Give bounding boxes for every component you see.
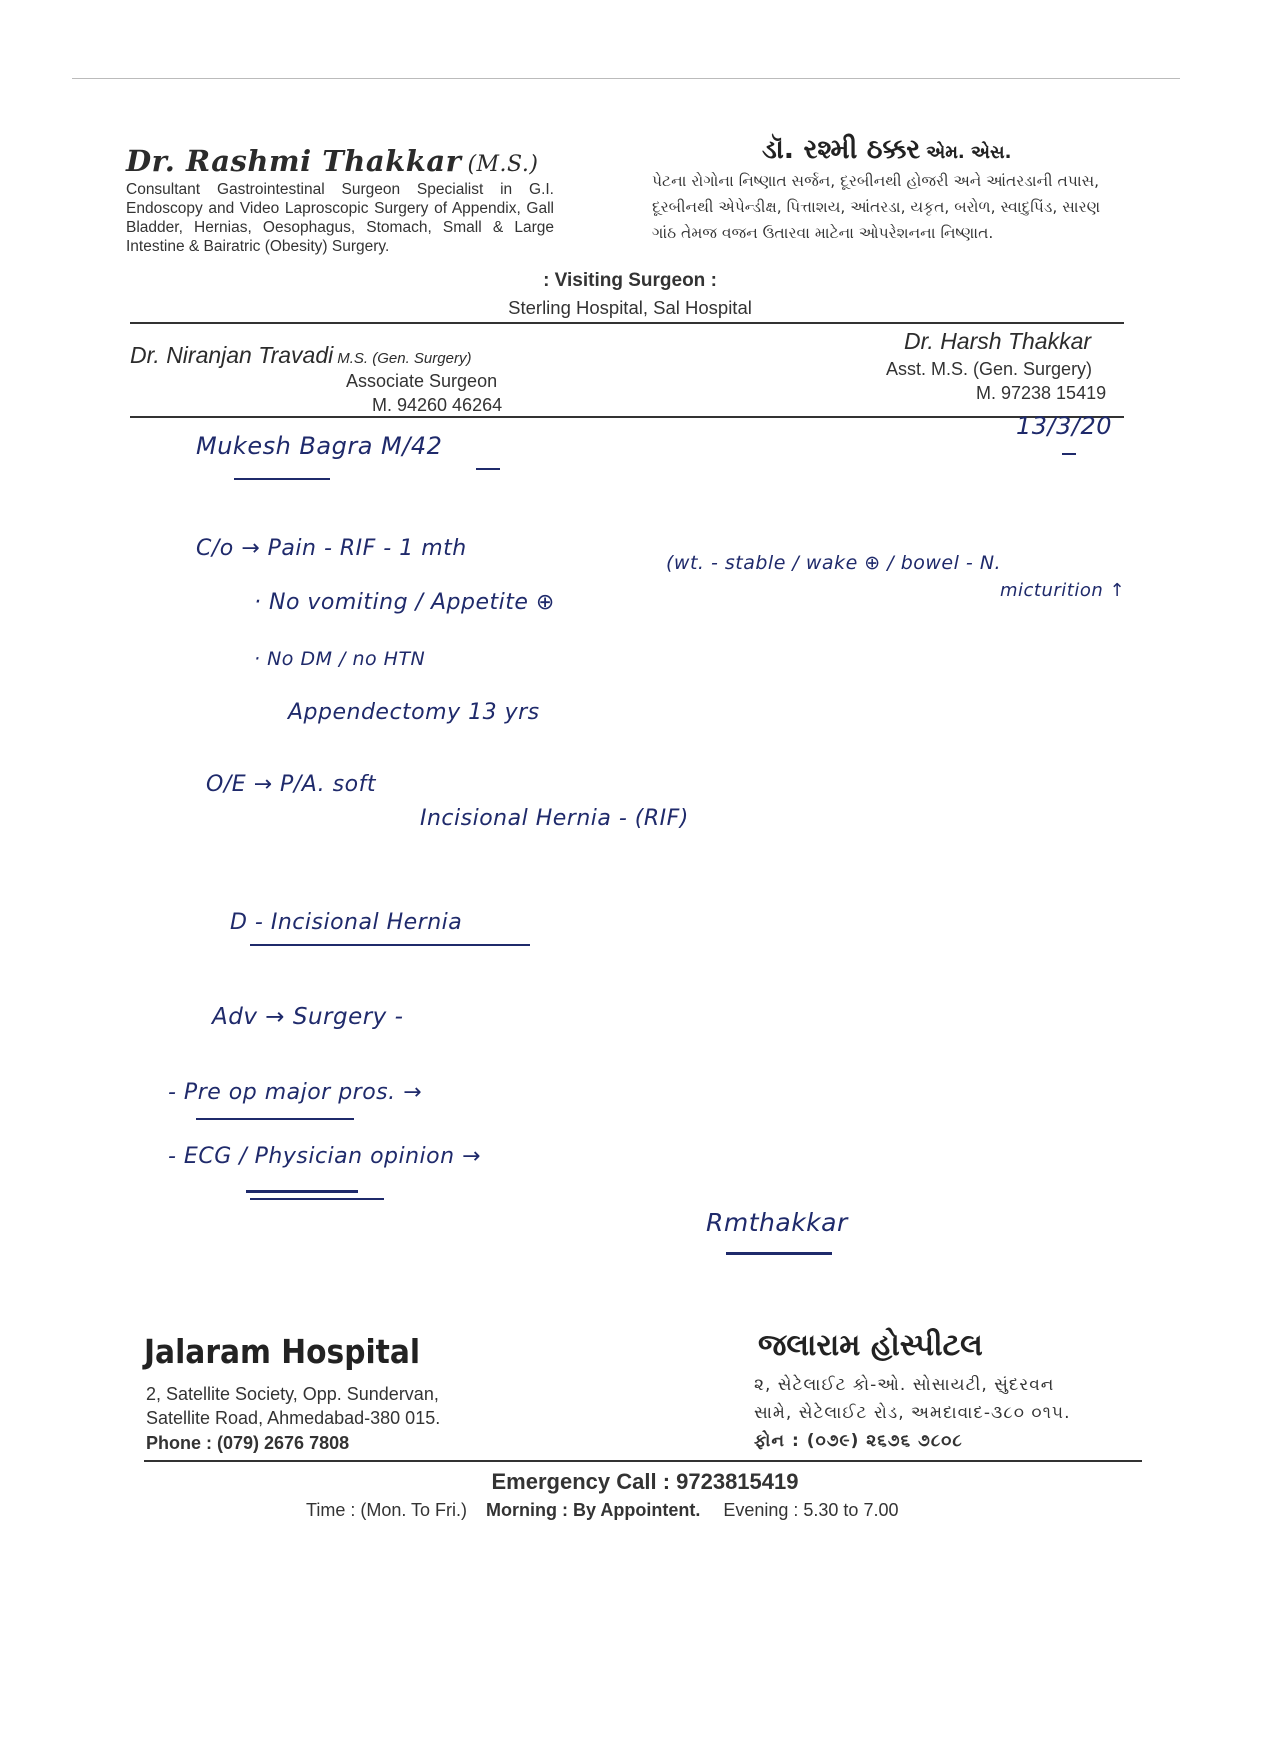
- note-line10: - ECG / Physician opinion →: [168, 1144, 481, 1169]
- note-date: 13/3/20: [1016, 412, 1113, 440]
- note-date-underline: [1062, 453, 1076, 455]
- doctor-name: [126, 144, 538, 178]
- guj-hospital-address-line2: સામે, સેટેલાઈટ રોડ, અમદાવાદ-૩૮૦ ૦૧૫.: [754, 1403, 1071, 1423]
- timings-morning: Morning : By Appointent.: [486, 1500, 701, 1520]
- associate-left-role: Associate Surgeon: [346, 371, 498, 391]
- note-patient: Mukesh Bagra M/42: [196, 432, 443, 460]
- guj-doctor-name-text: ડૉ. રશ્મી ઠક્કર: [762, 134, 921, 165]
- note-line7-underline: [250, 944, 530, 946]
- note-line6: Incisional Hernia - (RIF): [420, 806, 689, 831]
- associates-rule: [130, 416, 1124, 418]
- guj-hospital-name: જલારામ હોસ્પીટલ: [758, 1328, 983, 1363]
- note-line1-right: (wt. - stable / wake ⊕ / bowel - N.: [666, 552, 1002, 574]
- note-line1: C/o → Pain - RIF - 1 mth: [196, 536, 467, 561]
- note-line10-underline-2: [250, 1198, 384, 1200]
- top-rule: [72, 78, 1180, 79]
- guj-hospital-address-line1: ૨, સેટેલાઈટ કો-ઓ. સોસાયટી, સુંદરવન: [754, 1375, 1055, 1395]
- note-line5: O/E → P/A. soft: [206, 772, 376, 797]
- signature-underline: [726, 1252, 832, 1255]
- doctor-qualification: (M.S.): [467, 152, 539, 177]
- guj-doctor-description: પેટના રોગોના નિષ્ણાત સર્જન, દૂરબીનથી હોજરી અને આંતરડાની તપાસ, દૂરબીનથી એપેન્ડીક્ષ, પિત્તાશય, આંતરડા, યકૃત, બરોળ, સ્વાદુપિંડ, સારણ ગાંઠ તેમજ વજન ઉતારવા માટેના ઓપરેશનના નિષ્ણાત.: [652, 172, 1101, 242]
- footer-rule: [144, 1460, 1142, 1462]
- note-line9: - Pre op major pros. →: [168, 1080, 423, 1105]
- associate-right-phone: M. 97238 15419: [976, 383, 1107, 403]
- associate-left-qual: M.S. (Gen. Surgery): [337, 350, 472, 367]
- hospital-name: Jalaram Hospital: [144, 1332, 421, 1371]
- note-line7: D - Incisional Hernia: [230, 910, 463, 935]
- hospital-address-line2: Satellite Road, Ahmedabad-380 015.: [146, 1408, 441, 1428]
- hospital-phone: Phone : (079) 2676 7808: [146, 1433, 350, 1453]
- timings-prefix: Time : (Mon. To Fri.): [306, 1500, 468, 1520]
- associate-left-name-text: Dr. Niranjan Travadi: [130, 342, 334, 368]
- emergency-call: Emergency Call : 9723815419: [491, 1469, 799, 1494]
- note-line3: · No DM / no HTN: [254, 648, 426, 670]
- timings-evening: Evening : 5.30 to 7.00: [723, 1500, 899, 1520]
- doctor-name-text: Dr. Rashmi Thakkar: [126, 144, 462, 178]
- note-line9-underline: [196, 1118, 354, 1120]
- guj-doctor-name: [762, 134, 1011, 166]
- note-line10-underline: [246, 1190, 358, 1193]
- note-patient-underline: [234, 478, 330, 480]
- associate-left-phone: M. 94260 46264: [372, 395, 503, 415]
- timings: [306, 1500, 898, 1521]
- doctor-description: Consultant Gastrointestinal Surgeon Specialist in G.I. Endoscopy and Video Laproscopic Surgery of Appendix, Gall Bladder, Hernias, Oesophagus, Stomach, Small & Large Intestine & Bairatric (Obesity) Surgery.: [126, 181, 554, 255]
- guj-doctor-suffix: એમ. એસ.: [926, 142, 1012, 163]
- associate-right-qual: Asst. M.S. (Gen. Surgery): [886, 359, 1093, 379]
- note-line4: Appendectomy 13 yrs: [288, 700, 540, 725]
- visiting-hospitals: Sterling Hospital, Sal Hospital: [508, 297, 752, 318]
- note-patient-underline-2: [476, 468, 500, 470]
- guj-hospital-phone: ફોન : (૦૭૯) ૨૬૭૬ ૭૮૦૮: [754, 1431, 963, 1451]
- header-rule: [130, 322, 1124, 324]
- hospital-address-line1: 2, Satellite Society, Opp. Sundervan,: [146, 1384, 439, 1404]
- associate-right-name: Dr. Harsh Thakkar: [904, 328, 1092, 354]
- note-line2: · No vomiting / Appetite ⊕: [254, 590, 555, 615]
- associate-left-name: [130, 342, 471, 369]
- note-line8: Adv → Surgery -: [212, 1004, 404, 1030]
- visiting-heading: : Visiting Surgeon :: [543, 270, 717, 291]
- note-line1-wrap: micturition ↑: [1000, 580, 1126, 601]
- signature: Rmthakkar: [706, 1208, 848, 1237]
